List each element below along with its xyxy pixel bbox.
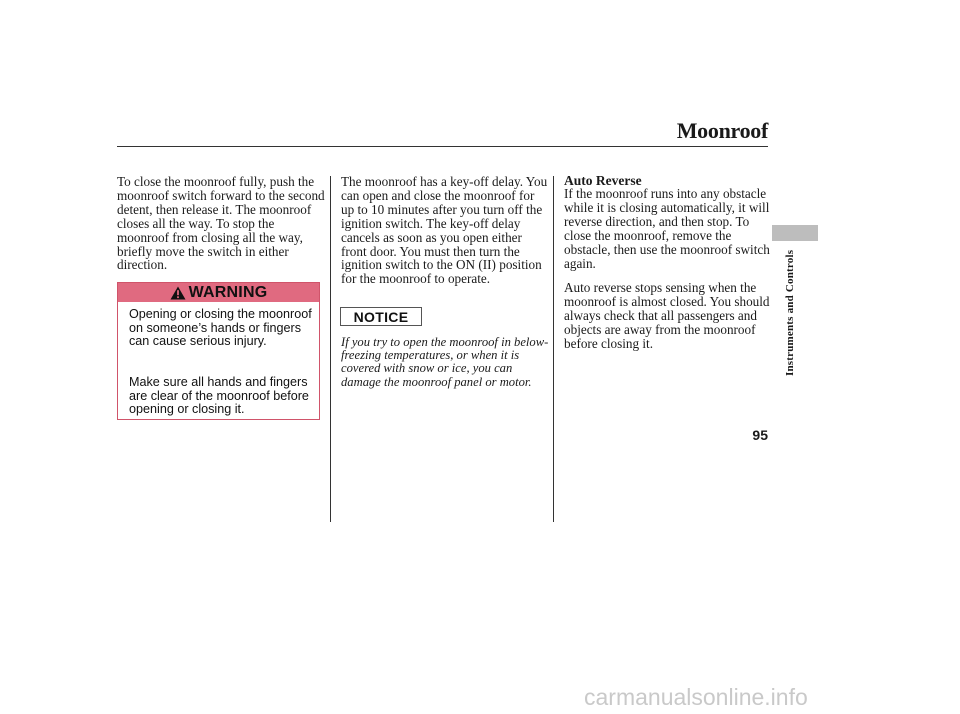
auto-reverse-heading: Auto Reverse: [564, 173, 642, 188]
warning-header: [118, 283, 319, 302]
auto-reverse-paragraph-2: Auto reverse stops sensing when the moonroof is almost closed. You should always check that all passengers and objects are away from the moonroof before closing it.: [564, 280, 770, 351]
auto-reverse-paragraph-1: If the moonroof runs into any obstacle while it is closing automatically, it will reverse direction, and then stop. To close the moonroof, remove the obstacle, then use the moonroof switch again.: [564, 186, 770, 271]
header-rule: [117, 146, 768, 147]
warning-label: WARNING: [188, 283, 268, 301]
warning-paragraph-1: Opening or closing the moonroof on someone’s hands or fingers can cause serious injury.: [129, 307, 312, 349]
column-divider-1: [330, 176, 331, 522]
close-instructions-paragraph: To close the moonroof fully, push the moonroof switch forward to the second detent, then release it. The moonroof closes all the way. To stop the moonroof from closing all the way, briefly move the switch in either direction.: [117, 174, 325, 273]
page-title: Moonroof: [676, 118, 768, 143]
section-side-label: Instruments and Controls: [784, 249, 796, 376]
key-off-delay-paragraph: The moonroof has a key-off delay. You can open and close the moonroof for up to 10 minutes after you turn off the ignition switch. The key-off delay cancels as soon as you open either front door. You must then turn the ignition switch to the ON (II) position for the moonroof to operate.: [341, 174, 548, 287]
column2-text: [341, 175, 549, 286]
warning-paragraph-2: Make sure all hands and fingers are clear of the moonroof before opening or closing it.: [129, 375, 309, 417]
footer-watermark: carmanualsonline.info: [584, 684, 808, 710]
column1-text: [117, 175, 327, 272]
notice-box: [340, 307, 422, 326]
notice-label: NOTICE: [353, 308, 409, 325]
notice-paragraph: If you try to open the moonroof in below-freezing temperatures, or when it is covered with snow or ice, you can damage the moonroof panel or motor.: [341, 335, 549, 389]
column-divider-2: [553, 176, 554, 522]
section-tab-marker: [772, 225, 818, 241]
page-number: 95: [752, 427, 768, 443]
warning-triangle-icon: [170, 286, 186, 300]
